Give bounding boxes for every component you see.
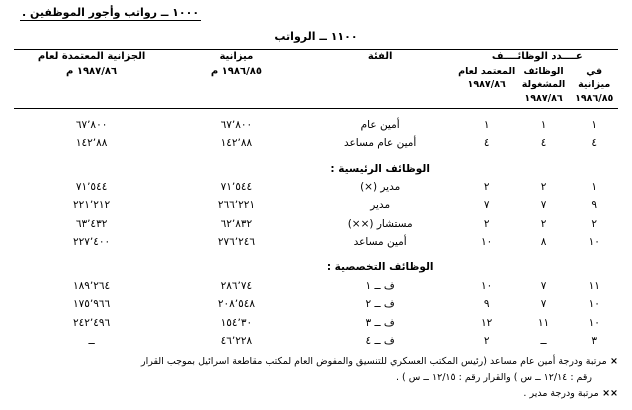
cell-category: مدير bbox=[370, 199, 391, 212]
footnote-text: مرتبة ودرجة أمين عام مساعد (رئيس المكتب العسكري للتنسيق والمفوض العام لمكتب مقاطعة اسرائيل بموجب القرار bbox=[140, 355, 607, 367]
cell-posts-1986: ١١ bbox=[588, 279, 600, 292]
table-row bbox=[14, 178, 618, 196]
cell-posts-filled: ٧ bbox=[540, 298, 547, 311]
cell-budget-1987: ١٨٩٬٢٦٤ bbox=[73, 279, 111, 292]
document-title: ١٠٠٠ ــ رواتب وأجور الموظفين . bbox=[22, 6, 200, 19]
cell-posts-1987: ١٢ bbox=[481, 316, 493, 329]
header-posts-1987 bbox=[457, 65, 517, 106]
cell-budget-1986: ١٥٤٬٣٠ bbox=[220, 316, 253, 329]
footnote-3 bbox=[14, 386, 618, 402]
cell-budget-1986: ٢٠٨٬٥٤٨ bbox=[217, 298, 255, 311]
table-row bbox=[14, 116, 618, 134]
cell-posts-1986: ١٠ bbox=[588, 298, 600, 311]
cell-category: ف ــ ١ bbox=[365, 279, 395, 292]
cell-budget-1986: ٤٦٬٢٢٨ bbox=[220, 334, 253, 347]
section-title: ١١٠٠ ــ الرواتب bbox=[274, 30, 358, 43]
cell-budget-1986: ٢٨٦٬٧٤ bbox=[220, 279, 253, 292]
cell-budget-1987: ١٧٥٬٩٦٦ bbox=[73, 298, 111, 311]
footnote-marker: ×× bbox=[598, 387, 618, 399]
table-body bbox=[14, 109, 618, 351]
table-row bbox=[14, 134, 618, 152]
cell-category: أمين عام مساعد bbox=[344, 137, 417, 150]
document-header bbox=[14, 6, 618, 21]
cell-posts-1986: ١ bbox=[591, 180, 598, 193]
table-row bbox=[14, 277, 618, 295]
cell-posts-filled: ٧ bbox=[540, 279, 547, 292]
cell-category: مستشار (××) bbox=[347, 217, 413, 230]
cell-posts-1987: ٩ bbox=[483, 298, 490, 311]
cell-posts-filled: ٧ bbox=[540, 199, 547, 212]
cell-posts-filled: ٤ bbox=[540, 137, 547, 150]
cell-posts-1987: ١ bbox=[483, 118, 490, 131]
cell-posts-1986: ٣ bbox=[591, 334, 598, 347]
cell-posts-filled: ــ bbox=[540, 334, 547, 347]
cell-category: أمين عام bbox=[360, 118, 400, 131]
footnote-text: مرتبة ودرجة مدير . bbox=[523, 387, 599, 399]
cell-budget-1987: ٦٣٬٤٣٢ bbox=[75, 217, 108, 230]
header-posts-1986-line2: ١٩٨٦/٨٥ bbox=[575, 93, 614, 105]
header-posts-1986-line1: في ميزانية bbox=[578, 65, 611, 91]
table-row bbox=[14, 295, 618, 313]
header-posts-filled-line2: ١٩٨٧/٨٦ bbox=[524, 93, 563, 105]
header-budget-1987-line1: الجزانية المعتمدة لعام bbox=[37, 51, 146, 62]
footnote-2 bbox=[14, 370, 618, 386]
cell-posts-filled: ٨ bbox=[540, 236, 547, 249]
cell-posts-1987: ١٠ bbox=[481, 236, 493, 249]
group-label: الوظائف الرئيسية : bbox=[330, 162, 430, 175]
header-budget-1987 bbox=[14, 50, 169, 106]
header-posts-1987-line1: المعتمد لعام bbox=[458, 65, 516, 77]
cell-budget-1986: ٢٧٦٬٢٤٦ bbox=[217, 236, 255, 249]
cell-posts-filled: ٢ bbox=[540, 217, 547, 230]
header-category: الفئة bbox=[367, 51, 393, 62]
cell-posts-filled: ١١ bbox=[537, 316, 550, 329]
header-posts-1986 bbox=[570, 65, 618, 106]
footnote-1 bbox=[14, 354, 618, 370]
group-pad bbox=[457, 160, 618, 178]
cell-posts-1986: ١٠ bbox=[588, 236, 600, 249]
footnotes bbox=[14, 354, 618, 402]
cell-budget-1987: ٢٢١٬٢١٢ bbox=[73, 199, 111, 212]
header-posts-group: عــــدد الوظائــــف bbox=[491, 51, 583, 62]
budget-table bbox=[14, 50, 618, 106]
cell-posts-1986: ٤ bbox=[591, 137, 598, 150]
spacer-cell bbox=[14, 153, 618, 160]
cell-posts-1987: ٢ bbox=[483, 180, 490, 193]
cell-budget-1987: ٦٧٬٨٠٠ bbox=[75, 118, 108, 131]
cell-budget-1986: ٧١٬٥٤٤ bbox=[220, 180, 253, 193]
cell-posts-1987: ٧ bbox=[483, 199, 490, 212]
header-posts-filled bbox=[517, 65, 571, 106]
cell-posts-1986: ٩ bbox=[591, 199, 598, 212]
header-budget-1986-line1: ميزانية bbox=[219, 51, 254, 62]
group-pad-2 bbox=[14, 258, 304, 276]
table-row bbox=[14, 215, 618, 233]
cell-budget-1987: ٧١٬٥٤٤ bbox=[75, 180, 108, 193]
cell-budget-1987: ٢٤٢٬٤٩٦ bbox=[73, 316, 111, 329]
group-pad bbox=[457, 258, 618, 276]
cell-category: مدير (×) bbox=[360, 180, 401, 193]
table-row bbox=[14, 196, 618, 214]
table-spacer bbox=[14, 109, 618, 116]
cell-budget-1987: ١٤٢٬٨٨ bbox=[75, 137, 108, 150]
table-group-row bbox=[14, 160, 618, 178]
cell-posts-1986: ٢ bbox=[591, 217, 598, 230]
cell-category: ف ــ ٢ bbox=[365, 298, 395, 311]
footnote-marker: × bbox=[606, 355, 618, 367]
cell-budget-1986: ٦٧٬٨٠٠ bbox=[220, 118, 253, 131]
cell-budget-1986: ٦٢٬٨٣٢ bbox=[220, 217, 253, 230]
header-budget-1986-line2: ١٩٨٦/٨٥ م bbox=[210, 65, 262, 77]
cell-category: أمين مساعد bbox=[353, 236, 407, 249]
cell-posts-1987: ١٠ bbox=[481, 279, 493, 292]
spacer-cell bbox=[14, 251, 618, 258]
table-row bbox=[14, 332, 618, 350]
spacer-cell bbox=[14, 109, 618, 116]
cell-budget-1987: ٢٢٧٬٤٠٠ bbox=[73, 236, 111, 249]
table-spacer bbox=[14, 153, 618, 160]
cell-posts-filled: ٢ bbox=[540, 180, 547, 193]
cell-category: ف ــ ٤ bbox=[365, 334, 395, 347]
header-budget-1986 bbox=[169, 50, 303, 106]
budget-table-body bbox=[14, 109, 618, 351]
cell-posts-1987: ٢ bbox=[483, 217, 490, 230]
cell-posts-filled: ١ bbox=[540, 118, 547, 131]
cell-posts-1986: ١ bbox=[591, 118, 598, 131]
cell-posts-1986: ١٠ bbox=[588, 316, 600, 329]
table-head bbox=[14, 50, 618, 106]
cell-posts-1987: ٤ bbox=[483, 137, 490, 150]
cell-budget-1986: ٢٦٦٬٢٢١ bbox=[217, 199, 255, 212]
cell-category: ف ــ ٣ bbox=[365, 316, 395, 329]
table-spacer bbox=[14, 251, 618, 258]
header-budget-1987-line2: ١٩٨٧/٨٦ م bbox=[66, 65, 118, 77]
footnote-text: رقم : ١٢/١٤ ــ س ) والقرار رقم : ١٢/١٥ ــ س ) . bbox=[396, 371, 592, 383]
group-pad-2 bbox=[14, 160, 304, 178]
header-posts-1987-line2: ١٩٨٧/٨٦ bbox=[467, 79, 506, 91]
header-row-group bbox=[14, 50, 618, 65]
table-row bbox=[14, 314, 618, 332]
header-posts-filled-line1: الوظائف المشغولة bbox=[521, 65, 566, 91]
group-label: الوظائف التخصصية : bbox=[326, 261, 434, 274]
table-row bbox=[14, 233, 618, 251]
cell-posts-1987: ٢ bbox=[483, 334, 490, 347]
cell-budget-1987: ــ bbox=[88, 334, 95, 347]
cell-budget-1986: ١٤٢٬٨٨ bbox=[220, 137, 253, 150]
table-group-row bbox=[14, 258, 618, 276]
